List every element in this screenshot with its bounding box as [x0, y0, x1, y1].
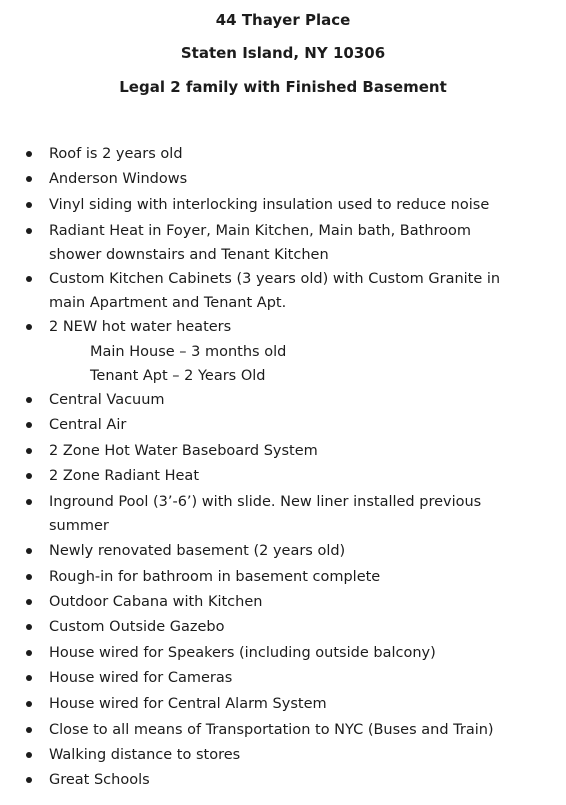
list-item-text: Custom Kitchen Cabinets (3 years old) with Custom Granite in: [49, 271, 501, 287]
bullet-icon: [26, 422, 32, 428]
list-item-text: House wired for Speakers (including outside balcony): [49, 645, 436, 661]
bullet-icon: [26, 151, 32, 157]
list-item-text-continued: summer: [49, 518, 109, 534]
bullet-icon: [26, 599, 32, 605]
list-item-text: Custom Outside Gazebo: [49, 619, 225, 635]
list-item-text: House wired for Central Alarm System: [49, 696, 327, 712]
bullet-icon: [26, 624, 32, 630]
property-subtitle: Legal 2 family with Finished Basement: [119, 78, 447, 96]
list-item-text: Central Air: [49, 417, 127, 433]
list-item-text-continued: shower downstairs and Tenant Kitchen: [49, 247, 329, 263]
bullet-icon: [26, 499, 32, 505]
list-subitem-text: Main House – 3 months old: [90, 344, 287, 360]
bullet-icon: [26, 675, 32, 681]
property-address: 44 Thayer Place: [215, 11, 351, 29]
list-item-text: Walking distance to stores: [49, 747, 241, 763]
list-item-text: Rough-in for bathroom in basement complete: [49, 569, 381, 585]
bullet-icon: [26, 777, 32, 783]
list-item-text: 2 Zone Radiant Heat: [49, 468, 199, 484]
bullet-icon: [26, 276, 32, 282]
bullet-icon: [26, 727, 32, 733]
bullet-icon: [26, 701, 32, 707]
list-item-text: House wired for Cameras: [49, 670, 233, 686]
list-item-text: 2 NEW hot water heaters: [49, 319, 232, 335]
bullet-icon: [26, 752, 32, 758]
list-item-text: Inground Pool (3’-6’) with slide. New liner installed previous: [49, 494, 482, 510]
bullet-icon: [26, 228, 32, 234]
list-item-text: Outdoor Cabana with Kitchen: [49, 594, 263, 610]
bullet-icon: [26, 176, 32, 182]
bullet-icon: [26, 473, 32, 479]
bullet-icon: [26, 548, 32, 554]
bullet-icon: [26, 324, 32, 330]
list-item-text: Central Vacuum: [49, 392, 165, 408]
list-item-text: Vinyl siding with interlocking insulation used to reduce noise: [49, 197, 490, 213]
list-item-text: Close to all means of Transportation to NYC (Buses and Train): [49, 722, 494, 738]
bullet-icon: [26, 574, 32, 580]
bullet-icon: [26, 448, 32, 454]
list-item-text-continued: main Apartment and Tenant Apt.: [49, 295, 287, 311]
list-item-text: 2 Zone Hot Water Baseboard System: [49, 443, 318, 459]
bullet-icon: [26, 650, 32, 656]
list-subitem-text: Tenant Apt – 2 Years Old: [90, 368, 266, 384]
list-item-text: Anderson Windows: [49, 171, 188, 187]
list-item-text: Great Schools: [49, 772, 150, 788]
property-city: Staten Island, NY 10306: [180, 44, 386, 62]
bullet-icon: [26, 202, 32, 208]
list-item-text: Roof is 2 years old: [49, 146, 183, 162]
bullet-icon: [26, 397, 32, 403]
list-item-text: Radiant Heat in Foyer, Main Kitchen, Main bath, Bathroom: [49, 223, 472, 239]
list-item-text: Newly renovated basement (2 years old): [49, 543, 346, 559]
